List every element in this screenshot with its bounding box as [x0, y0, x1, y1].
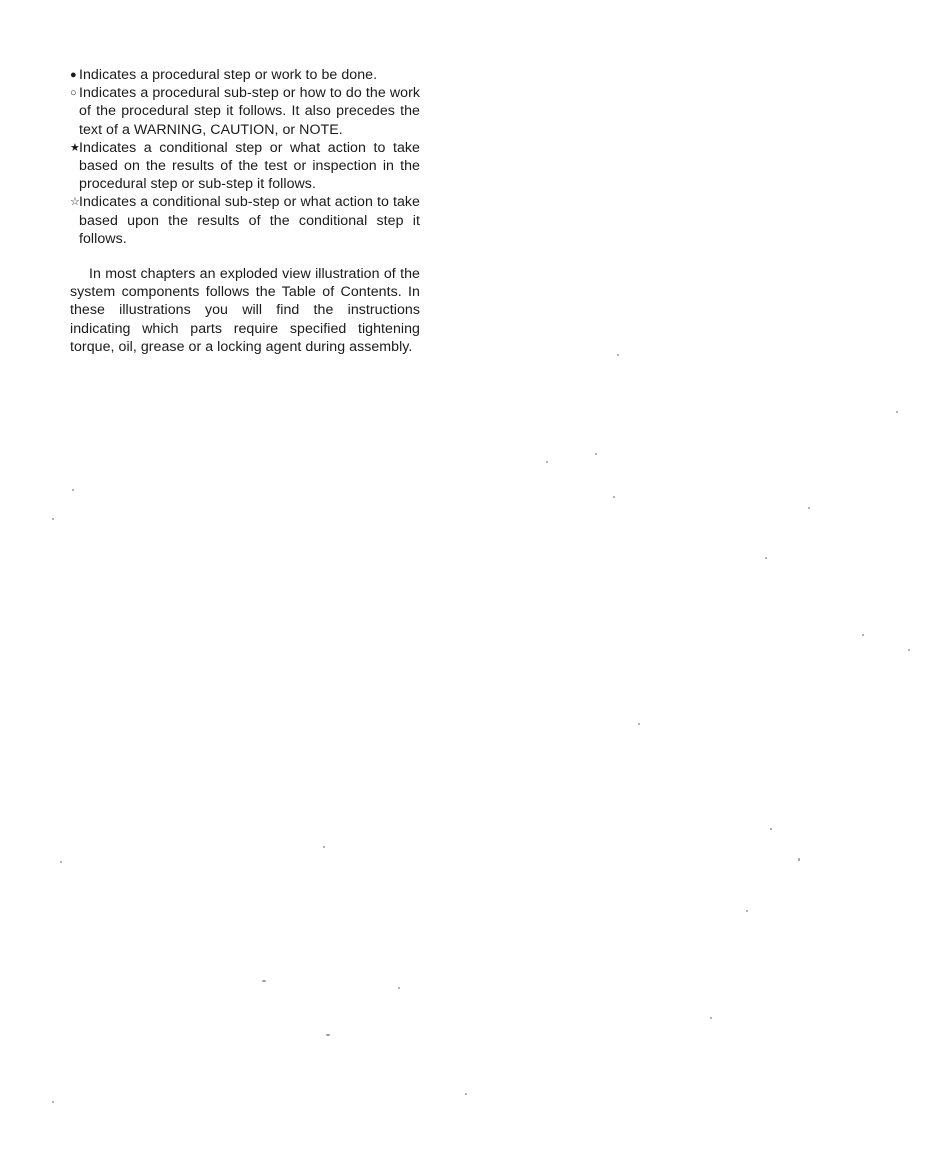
scan-speck	[770, 828, 772, 830]
legend-item-step	[70, 66, 420, 84]
scan-speck	[72, 489, 74, 491]
scan-speck	[398, 987, 400, 989]
hollow-star-icon: ☆	[70, 196, 80, 209]
legend-item-conditional-step	[70, 139, 420, 194]
legend-text-step: Indicates a procedural step or work to be done.	[79, 67, 378, 83]
scan-speck	[710, 1017, 712, 1019]
scan-speck	[862, 634, 864, 636]
filled-star-icon: ★	[70, 141, 80, 154]
exploded-view-paragraph: In most chapters an exploded view illustration of the system components follows the Table of Contents. In these illustrations you will find the instructions indicating which parts require specified tightening torque, oil, grease or a locking agent during assembly.	[70, 266, 420, 355]
scan-speck	[765, 557, 767, 559]
scan-speck	[798, 858, 800, 861]
scan-speck	[60, 861, 62, 863]
scan-speck	[52, 518, 54, 520]
legend-item-sub-step	[70, 84, 420, 139]
scan-speck	[638, 723, 640, 725]
filled-dot-icon: ●	[70, 69, 77, 81]
scan-speck	[52, 1101, 54, 1103]
scan-speck	[613, 496, 615, 498]
scan-speck	[465, 1093, 467, 1095]
scan-speck	[546, 461, 548, 463]
legend-text-conditional-step: Indicates a conditional step or what action to take based on the results of the test or inspection in the procedural step or sub-step it follows.	[79, 139, 420, 193]
scan-speck	[808, 507, 810, 509]
scan-speck	[617, 354, 619, 356]
hollow-dot-icon: ○	[70, 87, 77, 100]
text-column	[70, 66, 420, 370]
scan-speck	[326, 1034, 330, 1036]
scan-speck	[908, 649, 910, 651]
scan-speck	[262, 980, 266, 982]
legend-text-sub-step: Indicates a procedural sub-step or how to do the work of the procedural step it follows. It also precedes the text of a WARNING, CAUTION, or NOTE.	[79, 85, 420, 138]
scan-speck	[896, 411, 898, 413]
scan-speck	[746, 910, 748, 912]
legend-text-conditional-sub-step: Indicates a conditional sub-step or what action to take based upon the results of the conditional step it follows.	[79, 194, 420, 247]
legend-item-conditional-sub-step	[70, 193, 420, 248]
scan-speck	[595, 453, 597, 455]
scan-speck	[323, 846, 325, 848]
